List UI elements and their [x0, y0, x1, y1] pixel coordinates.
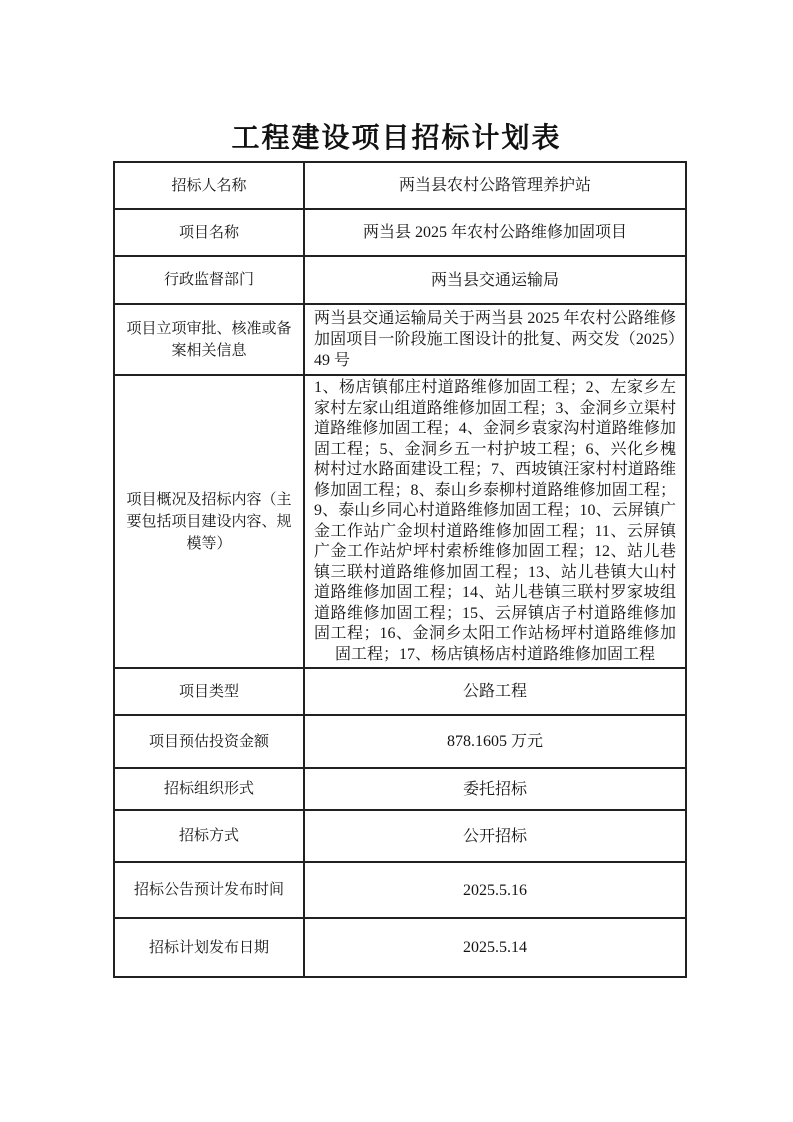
row-value-organization-form: 委托招标: [304, 768, 686, 810]
row-value-announcement-date: 2025.5.16: [304, 862, 686, 918]
row-value-bidder-name: 两当县农村公路管理养护站: [304, 162, 686, 209]
table-row: [114, 668, 686, 715]
table-row: [114, 375, 686, 668]
row-value-plan-publish-date: 2025.5.14: [304, 918, 686, 977]
row-label-estimated-investment: 项目预估投资金额: [114, 715, 304, 768]
row-label-approval-info: 项目立项审批、核准或备案相关信息: [114, 304, 304, 375]
row-label-announcement-date: 招标公告预计发布时间: [114, 862, 304, 918]
table-row: [114, 768, 686, 810]
row-label-bidder-name: 招标人名称: [114, 162, 304, 209]
table-row: [114, 209, 686, 256]
row-label-bidding-method: 招标方式: [114, 810, 304, 862]
row-value-estimated-investment: 878.1605 万元: [304, 715, 686, 768]
table-row: [114, 162, 686, 209]
row-label-project-overview: 项目概况及招标内容（主要包括项目建设内容、规模等）: [114, 375, 304, 668]
bidding-plan-table: [113, 161, 687, 978]
row-label-organization-form: 招标组织形式: [114, 768, 304, 810]
row-value-supervision-dept: 两当县交通运输局: [304, 256, 686, 304]
table-row: [114, 810, 686, 862]
row-value-project-name: 两当县 2025 年农村公路维修加固项目: [304, 209, 686, 256]
table-row: [114, 918, 686, 977]
table-row: [114, 256, 686, 304]
row-value-project-type: 公路工程: [304, 668, 686, 715]
table-row: [114, 862, 686, 918]
row-label-project-type: 项目类型: [114, 668, 304, 715]
row-value-project-overview: 1、杨店镇郁庄村道路维修加固工程；2、左家乡左家村左家山组道路维修加固工程；3、金洞乡立渠村道路维修加固工程；4、金洞乡袁家沟村道路维修加固工程；5、金洞乡五一村护坡工程；6、兴化乡槐树村过水路面建设工程；7、西坡镇汪家村村道路维修加固工程；8、泰山乡泰柳村道路维修加固工程；9、泰山乡同心村道路维修加固工程；10、云屏镇广金工作站广金坝村道路维修加固工程；11、云屏镇广金工作站炉坪村索桥维修加固工程；12、站儿巷镇三联村道路维修加固工程；13、站儿巷镇大山村道路维修加固工程；14、站儿巷镇三联村罗家坡组道路维修加固工程；15、云屏镇店子村道路维修加固工程；16、金洞乡太阳工作站杨坪村道路维修加固工程；17、杨店镇杨店村道路维修加固工程: [304, 375, 686, 668]
table-row: [114, 715, 686, 768]
row-label-supervision-dept: 行政监督部门: [114, 256, 304, 304]
row-value-approval-info: 两当县交通运输局关于两当县 2025 年农村公路维修加固项目一阶段施工图设计的批复、两交发（2025）49 号: [304, 304, 686, 375]
row-label-plan-publish-date: 招标计划发布日期: [114, 918, 304, 977]
row-value-bidding-method: 公开招标: [304, 810, 686, 862]
table-row: [114, 304, 686, 375]
row-label-project-name: 项目名称: [114, 209, 304, 256]
document-title: 工程建设项目招标计划表: [231, 122, 562, 153]
